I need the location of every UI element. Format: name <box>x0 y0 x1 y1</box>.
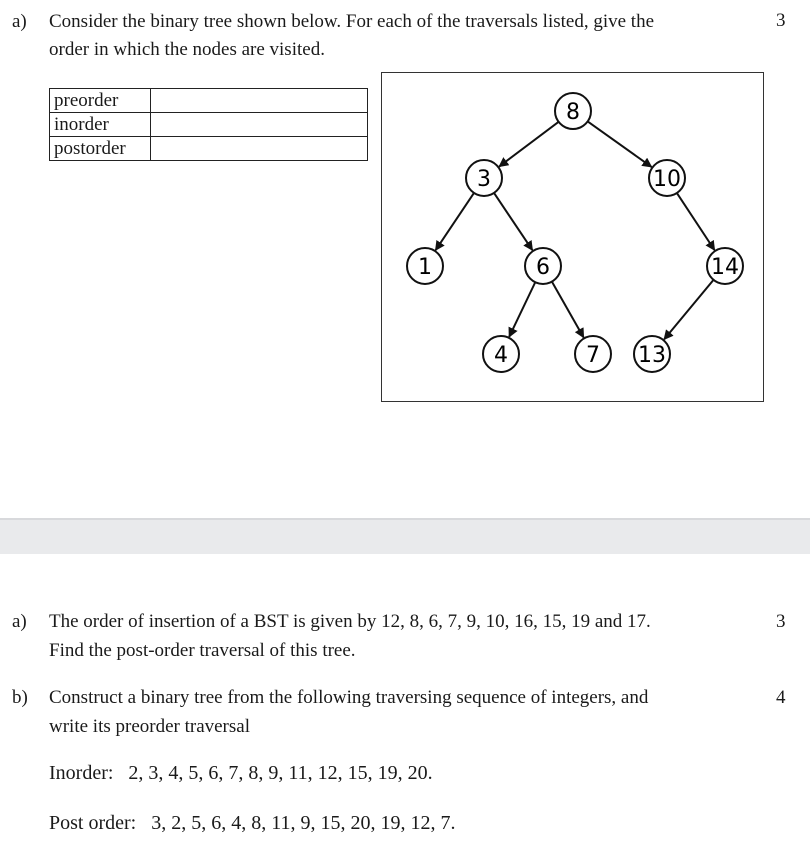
row-label-postorder: postorder <box>50 137 151 161</box>
page-separator <box>0 518 810 554</box>
binary-tree-diagram <box>382 73 765 403</box>
tree-edge-n8-n3 <box>499 122 558 167</box>
tree-node-10 <box>649 160 685 196</box>
question-2a-line2: Find the post-order traversal of this tree. <box>49 640 356 661</box>
row-label-preorder: preorder <box>50 89 151 113</box>
tree-node-1 <box>407 248 443 284</box>
tree-node-8 <box>555 93 591 129</box>
question-text-line2: order in which the nodes are visited. <box>49 39 325 60</box>
table-row <box>50 89 368 113</box>
tree-node-7 <box>575 336 611 372</box>
inorder-sequence <box>49 759 433 787</box>
question-label-2b: b) <box>12 687 28 708</box>
table-row <box>50 113 368 137</box>
tree-node-6 <box>525 248 561 284</box>
tree-node-label: 3 <box>477 167 491 192</box>
tree-node-label: 4 <box>494 343 508 368</box>
tree-node-label: 6 <box>536 255 550 280</box>
marks-1a: 3 <box>776 10 786 31</box>
answer-cell-postorder[interactable] <box>151 137 368 161</box>
inorder-label: Inorder: <box>49 762 114 784</box>
marks-2a: 3 <box>776 611 786 632</box>
tree-node-label: 10 <box>653 167 681 192</box>
question-label-2a: a) <box>12 611 27 632</box>
binary-tree-figure <box>381 72 764 402</box>
answer-cell-preorder[interactable] <box>151 89 368 113</box>
tree-node-4 <box>483 336 519 372</box>
question-text-line1: Consider the binary tree shown below. For each of the traversals listed, give the <box>49 11 655 32</box>
tree-edge-n10-n14 <box>677 193 715 250</box>
tree-edge-n6-n4 <box>509 282 535 337</box>
tree-node-14 <box>707 248 743 284</box>
postorder-sequence <box>49 809 455 837</box>
tree-node-3 <box>466 160 502 196</box>
question-label-1a: a) <box>12 11 27 32</box>
question-2a-line1: The order of insertion of a BST is given by 12, 8, 6, 7, 9, 10, 16, 15, 19 and 17. <box>49 611 651 632</box>
marks-2b: 4 <box>776 687 786 708</box>
question-2b-line2: write its preorder traversal <box>49 716 250 737</box>
inorder-values: 2, 3, 4, 5, 6, 7, 8, 9, 11, 12, 15, 19, 20. <box>128 762 433 784</box>
answer-cell-inorder[interactable] <box>151 113 368 137</box>
tree-edge-n3-n1 <box>436 193 474 250</box>
table-row <box>50 137 368 161</box>
tree-node-label: 13 <box>638 343 666 368</box>
tree-edge-n8-n10 <box>588 121 652 167</box>
traversal-answer-table <box>49 88 368 161</box>
tree-node-label: 1 <box>418 255 432 280</box>
question-2b-line1: Construct a binary tree from the following traversing sequence of integers, and <box>49 687 649 708</box>
tree-edge-n6-n7 <box>552 282 584 338</box>
tree-node-label: 14 <box>711 255 739 280</box>
tree-node-13 <box>634 336 670 372</box>
tree-node-label: 8 <box>566 100 580 125</box>
tree-edge-n3-n6 <box>494 193 532 250</box>
row-label-inorder: inorder <box>50 113 151 137</box>
postorder-label: Post order: <box>49 812 137 834</box>
tree-node-label: 7 <box>586 343 600 368</box>
tree-edge-n14-n13 <box>664 280 713 340</box>
postorder-values: 3, 2, 5, 6, 4, 8, 11, 9, 15, 20, 19, 12, 7. <box>151 812 456 834</box>
